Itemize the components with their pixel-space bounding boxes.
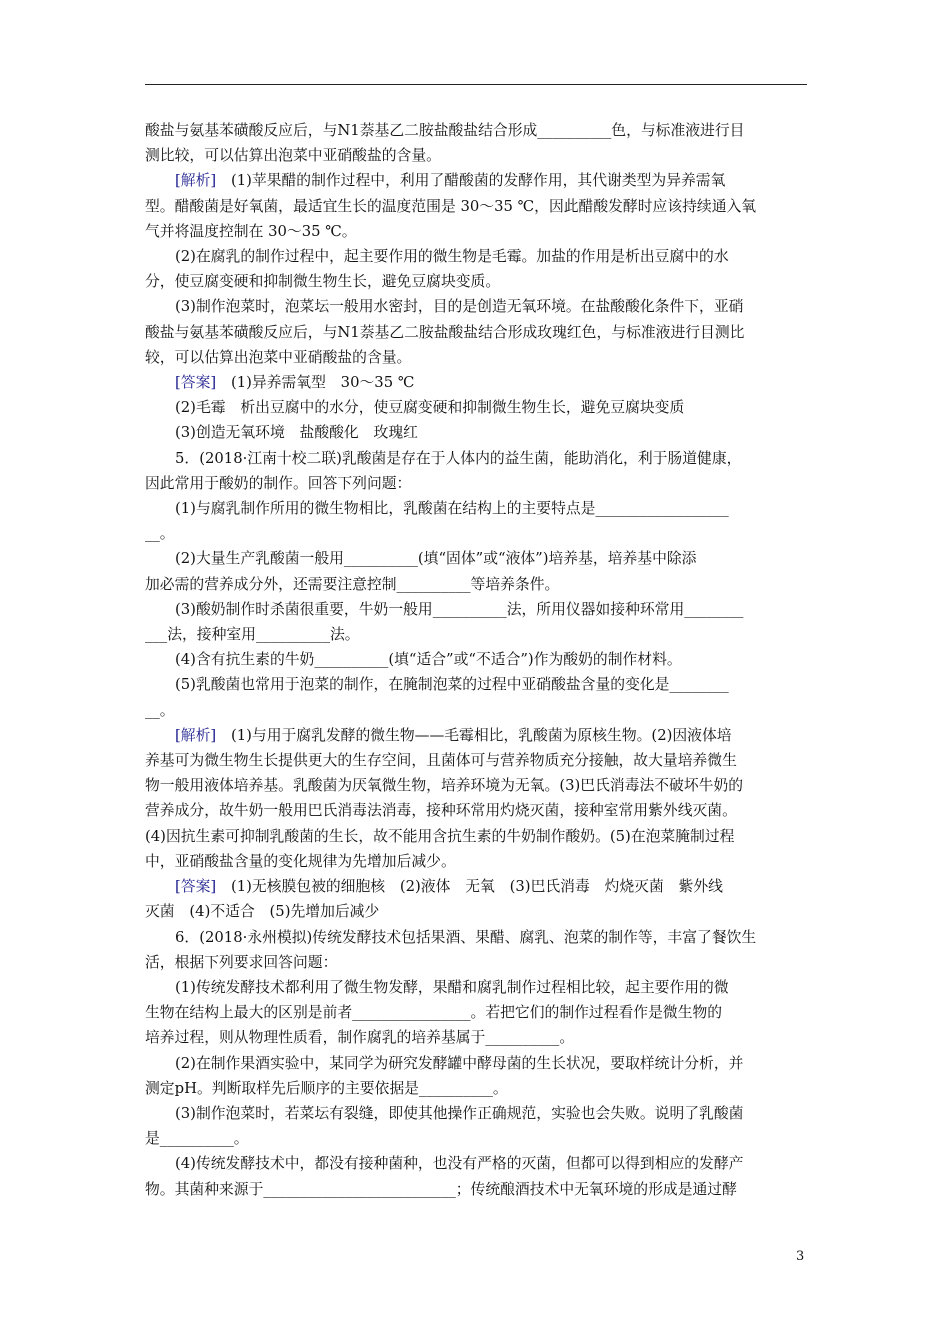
text-line: 较，可以估算出泡菜中亚硝酸盐的含量。 bbox=[145, 348, 412, 366]
analysis-tag: [解析] bbox=[175, 726, 217, 744]
text-line: (1)与腐乳制作所用的微生物相比，乳酸菌在结构上的主要特点是__________________ bbox=[175, 500, 729, 518]
text-line: (2)大量生产乳酸菌一般用__________(填“固体”或“液体”)培养基，培养基中除添 bbox=[175, 550, 697, 568]
text-line: 培养过程，则从物理性质看，制作腐乳的培养基属于__________。 bbox=[145, 1029, 575, 1047]
text-line: 灭菌 (4)不适合 (5)先增加后减少 bbox=[145, 903, 380, 921]
text-line: 生物在结构上最大的区别是前者________________。若把它们的制作过程看作是微生物的 bbox=[145, 1004, 723, 1022]
text-line: (3)制作泡菜时，若菜坛有裂缝，即使其他操作正确规范，实验也会失败。说明了乳酸菌 bbox=[175, 1104, 744, 1122]
text-line: __。 bbox=[145, 701, 175, 719]
text-line: (3)酸奶制作时杀菌很重要，牛奶一般用__________法，所用仪器如接种环常用________ bbox=[175, 600, 744, 618]
text-line: (4)含有抗生素的牛奶__________(填“适合”或“不适合”)作为酸奶的制作材料。 bbox=[175, 651, 682, 669]
text-line: (2)在腐乳的制作过程中，起主要作用的微生物是毛霉。加盐的作用是析出豆腐中的水 bbox=[175, 248, 729, 266]
text-span: (1)与用于腐乳发酵的微生物——毛霉相比，乳酸菌为原核生物。(2)因液体培 bbox=[216, 726, 732, 744]
question-6-title: 6．(2018·永州模拟)传统发酵技术包括果酒、果醋、腐乳、泡菜的制作等，丰富了餐饮生 bbox=[175, 928, 757, 946]
text-line: 测定pH。判断取样先后顺序的主要依据是__________。 bbox=[145, 1079, 508, 1097]
text-line: 分，使豆腐变硬和抑制微生物生长，避免豆腐块变质。 bbox=[145, 273, 501, 291]
text-line: __。 bbox=[145, 525, 175, 543]
text-line: 加必需的营养成分外，还需要注意控制__________等培养条件。 bbox=[145, 575, 560, 593]
page-body bbox=[145, 118, 807, 1202]
text-line: (1)传统发酵技术都利用了微生物发酵，果醋和腐乳制作过程相比较，起主要作用的微 bbox=[175, 978, 729, 996]
text-line: 测比较，可以估算出泡菜中亚硝酸盐的含量。 bbox=[145, 147, 441, 165]
text-line: 因此常用于酸奶的制作。回答下列问题： bbox=[145, 474, 412, 492]
text-line: (3)创造无氧环境 盐酸酸化 玫瑰红 bbox=[175, 424, 418, 442]
page-number: 3 bbox=[796, 1249, 805, 1264]
answer-tag: [答案] bbox=[175, 878, 217, 896]
header-rule bbox=[145, 84, 807, 85]
text-span: (1)苹果醋的制作过程中，利用了醋酸菌的发酵作用，其代谢类型为异养需氧 bbox=[216, 172, 726, 190]
text-line: (5)乳酸菌也常用于泡菜的制作，在腌制泡菜的过程中亚硝酸盐含量的变化是________ bbox=[175, 676, 729, 694]
text-line: 型。醋酸菌是好氧菌，最适宜生长的温度范围是 30～35 ℃，因此醋酸发酵时应该持续通入氧 bbox=[145, 197, 757, 215]
text-line: 中，亚硝酸盐含量的变化规律为先增加后减少。 bbox=[145, 852, 456, 870]
text-line: (2)毛霉 析出豆腐中的水分，使豆腐变硬和抑制微生物生长，避免豆腐块变质 bbox=[175, 399, 685, 417]
text-line: 物。其菌种来源于__________________________；传统酿酒技术中无氧环境的形成是通过酵 bbox=[145, 1180, 737, 1198]
text-line: 营养成分，故牛奶一般用巴氏消毒法消毒，接种环常用灼烧灭菌，接种室常用紫外线灭菌。 bbox=[145, 802, 737, 820]
text-line: (2)在制作果酒实验中，某同学为研究发酵罐中酵母菌的生长状况，要取样统计分析，并 bbox=[175, 1054, 744, 1072]
text-line: 养基可为微生物生长提供更大的生存空间，且菌体可与营养物质充分接触，故大量培养微生 bbox=[145, 752, 737, 770]
text-line: (4)因抗生素可抑制乳酸菌的生长，故不能用含抗生素的牛奶制作酸奶。(5)在泡菜腌制过程 bbox=[145, 827, 735, 845]
text-span: (1)无核膜包被的细胞核 (2)液体 无氧 (3)巴氏消毒 灼烧灭菌 紫外线 bbox=[216, 878, 723, 896]
text-line: 是__________。 bbox=[145, 1130, 249, 1148]
text-line: (4)传统发酵技术中，都没有接种菌种，也没有严格的灭菌，但都可以得到相应的发酵产 bbox=[175, 1155, 744, 1173]
text-line: (3)制作泡菜时，泡菜坛一般用水密封，目的是创造无氧环境。在盐酸酸化条件下，亚硝 bbox=[175, 298, 744, 316]
analysis-paragraph bbox=[145, 168, 807, 193]
text-line: 酸盐与氨基苯磺酸反应后，与N1萘基乙二胺盐酸盐结合形成玫瑰红色，与标准液进行目测比 bbox=[145, 323, 745, 341]
analysis-paragraph bbox=[145, 723, 807, 748]
text-line: 酸盐与氨基苯磺酸反应后，与N1萘基乙二胺盐酸盐结合形成__________色，与标准液进行目 bbox=[145, 122, 745, 139]
analysis-tag: [解析] bbox=[175, 172, 217, 190]
text-line: 活，根据下列要求回答问题： bbox=[145, 953, 338, 971]
answer-tag: [答案] bbox=[175, 374, 217, 392]
answer-paragraph bbox=[145, 874, 807, 899]
text-line: ___法，接种室用__________法。 bbox=[145, 626, 360, 644]
answer-paragraph bbox=[145, 370, 807, 395]
text-line: 物一般用液体培养基。乳酸菌为厌氧微生物，培养环境为无氧。(3)巴氏消毒法不破坏牛奶的 bbox=[145, 777, 744, 795]
question-5-title: 5．(2018·江南十校二联)乳酸菌是存在于人体内的益生菌，能助消化，利于肠道健康， bbox=[175, 449, 742, 467]
text-line: 气并将温度控制在 30～35 ℃。 bbox=[145, 222, 357, 240]
text-span: (1)异养需氧型 30～35 ℃ bbox=[216, 374, 415, 392]
